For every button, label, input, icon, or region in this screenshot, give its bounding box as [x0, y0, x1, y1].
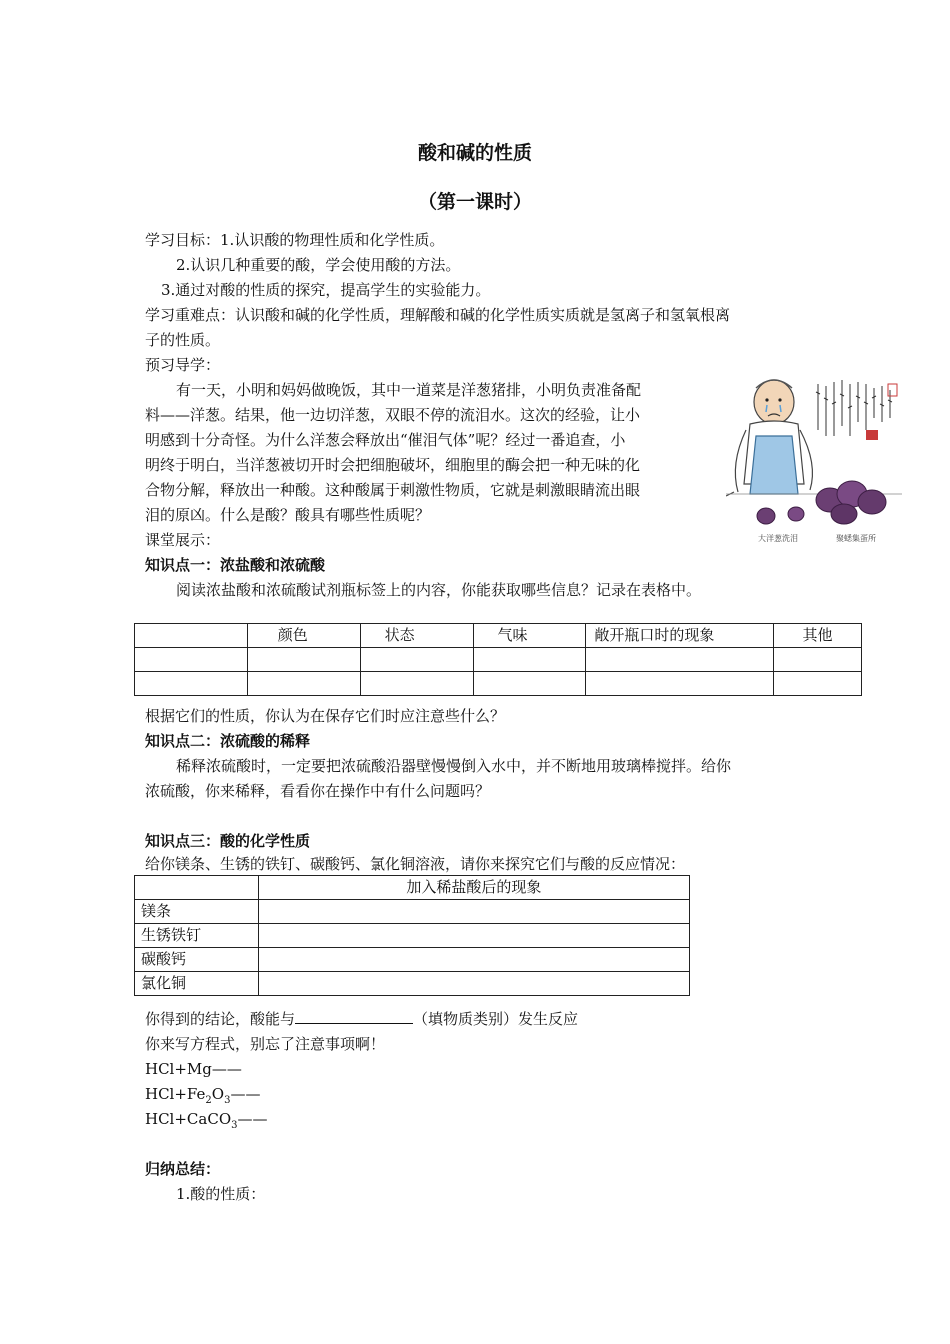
equations-prompt: 你来写方程式，别忘了注意事项啊！: [145, 1035, 386, 1053]
table-cell[interactable]: [473, 672, 586, 696]
k2-line-2: 浓硫酸，你来稀释，看看你在操作中有什么问题吗？: [145, 782, 491, 800]
conclusion-prefix: 你得到的结论，酸能与: [145, 1010, 296, 1028]
acid-properties-table: [134, 623, 862, 696]
table-header-row: [135, 624, 862, 648]
cartoon-figure-image: [726, 374, 906, 552]
table-cell[interactable]: [360, 648, 473, 672]
table-row: [135, 924, 690, 948]
table-cell[interactable]: [247, 672, 360, 696]
preview-label: 预习导学：: [145, 356, 221, 374]
table-header-cell: [135, 624, 248, 648]
summary-heading: 归纳总结：: [145, 1160, 221, 1178]
reagent-cell: 镁条: [135, 900, 259, 924]
table-cell[interactable]: [135, 648, 248, 672]
k3-conclusion: [145, 1007, 578, 1031]
equation-3: [145, 1107, 268, 1134]
k2-heading: 知识点二：浓硫酸的稀释: [145, 732, 311, 750]
class-show-label: 课堂展示：: [145, 531, 221, 549]
summary-item-1: 1.酸的性质：: [176, 1185, 266, 1203]
preview-line: 合物分解，释放出一种酸。这种酸属于刺激性物质，它就是刺激眼睛流出眼: [145, 481, 641, 499]
eq2-part: HCl+Fe: [145, 1085, 206, 1103]
eq2-subscript: 3: [224, 1095, 231, 1106]
eq2-part: O: [211, 1085, 225, 1103]
eq2-subscript: 2: [205, 1095, 212, 1106]
table-cell[interactable]: [774, 648, 862, 672]
table-cell[interactable]: [258, 972, 689, 996]
difficulty-line-1: 学习重难点：认识酸和碱的化学性质，理解酸和碱的化学性质实质就是氢离子和氢氧根离: [145, 306, 731, 324]
reaction-table: [134, 875, 690, 996]
difficulty-line-2: 子的性质。: [145, 331, 221, 349]
preview-line: 明感到十分奇怪。为什么洋葱会释放出“催泪气体”呢？经过一番追查，小: [145, 431, 626, 449]
table-cell[interactable]: [258, 948, 689, 972]
preview-line: 料——洋葱。结果，他一边切洋葱，双眼不停的流泪水。这次的经验，让小: [145, 406, 641, 424]
goal-item-1: 1.认识酸的物理性质和化学性质。: [220, 231, 445, 249]
k1-intro: 阅读浓盐酸和浓硫酸试剂瓶标签上的内容，你能获取哪些信息？记录在表格中。: [176, 581, 702, 599]
table-header-row: [135, 876, 690, 900]
table-cell[interactable]: [247, 648, 360, 672]
table-cell[interactable]: [586, 648, 774, 672]
answer-blank[interactable]: [295, 1009, 413, 1024]
table-header-cell: 其他: [774, 624, 862, 648]
table-header-cell: 颜色: [247, 624, 360, 648]
eq3-subscript: 3: [231, 1120, 238, 1131]
table-header-cell: 加入稀盐酸后的现象: [258, 876, 689, 900]
eq2-part: ——: [230, 1085, 261, 1103]
table-row: [135, 900, 690, 924]
table-header-cell: [135, 876, 259, 900]
table-header-cell: 状态: [360, 624, 473, 648]
table-header-cell: 敞开瓶口时的现象: [586, 624, 774, 648]
table-cell[interactable]: [135, 672, 248, 696]
illustration-caption-right: 聚蟋集蛋所: [836, 534, 876, 543]
page-title: 酸和碱的性质: [417, 142, 532, 164]
k2-line-1: 稀释浓硫酸时，一定要把浓硫酸沿器壁慢慢倒入水中，并不断地用玻璃棒搅拌。给你: [176, 757, 732, 775]
reagent-cell: 生锈铁钉: [135, 924, 259, 948]
k3-intro: 给你镁条、生锈的铁钉、碳酸钙、氯化铜溶液，请你来探究它们与酸的反应情况：: [145, 855, 686, 873]
equation-1: HCl+Mg——: [145, 1060, 242, 1078]
table-row: [135, 948, 690, 972]
page-subtitle: （第一课时）: [417, 191, 532, 213]
table-row: [135, 672, 862, 696]
preview-line: 明终于明白，当洋葱被切开时会把细胞破坏，细胞里的酶会把一种无味的化: [145, 456, 641, 474]
goal-item-3: 3.通过对酸的性质的探究，提高学生的实验能力。: [161, 281, 491, 299]
table-cell[interactable]: [774, 672, 862, 696]
table-row: [135, 972, 690, 996]
table-cell[interactable]: [586, 672, 774, 696]
table-cell[interactable]: [258, 924, 689, 948]
goals-label: 学习目标：: [145, 231, 221, 249]
k3-heading: 知识点三：酸的化学性质: [145, 832, 311, 850]
eq3-part: HCl+CaCO: [145, 1110, 232, 1128]
learning-goals: [145, 228, 444, 252]
table-header-cell: 气味: [473, 624, 586, 648]
onion-cutting-illustration: [726, 374, 906, 552]
goal-item-2: 2.认识几种重要的酸，学会使用酸的方法。: [176, 256, 461, 274]
preview-line: 泪的原凶。什么是酸？酸具有哪些性质呢？: [145, 506, 431, 524]
equation-2: [145, 1082, 260, 1109]
reagent-cell: 氯化铜: [135, 972, 259, 996]
conclusion-suffix: （填物质类别）发生反应: [413, 1010, 579, 1028]
table-cell[interactable]: [473, 648, 586, 672]
table-cell[interactable]: [360, 672, 473, 696]
preview-line: 有一天，小明和妈妈做晚饭，其中一道菜是洋葱猪排，小明负责准备配: [176, 381, 642, 399]
table-cell[interactable]: [258, 900, 689, 924]
reagent-cell: 碳酸钙: [135, 948, 259, 972]
illustration-caption-left: 大洋葱洗泪: [758, 534, 798, 543]
table-row: [135, 648, 862, 672]
k1-question: 根据它们的性质，你认为在保存它们时应注意些什么？: [145, 707, 506, 725]
k1-heading: 知识点一：浓盐酸和浓硫酸: [145, 556, 326, 574]
eq3-part: ——: [237, 1110, 268, 1128]
